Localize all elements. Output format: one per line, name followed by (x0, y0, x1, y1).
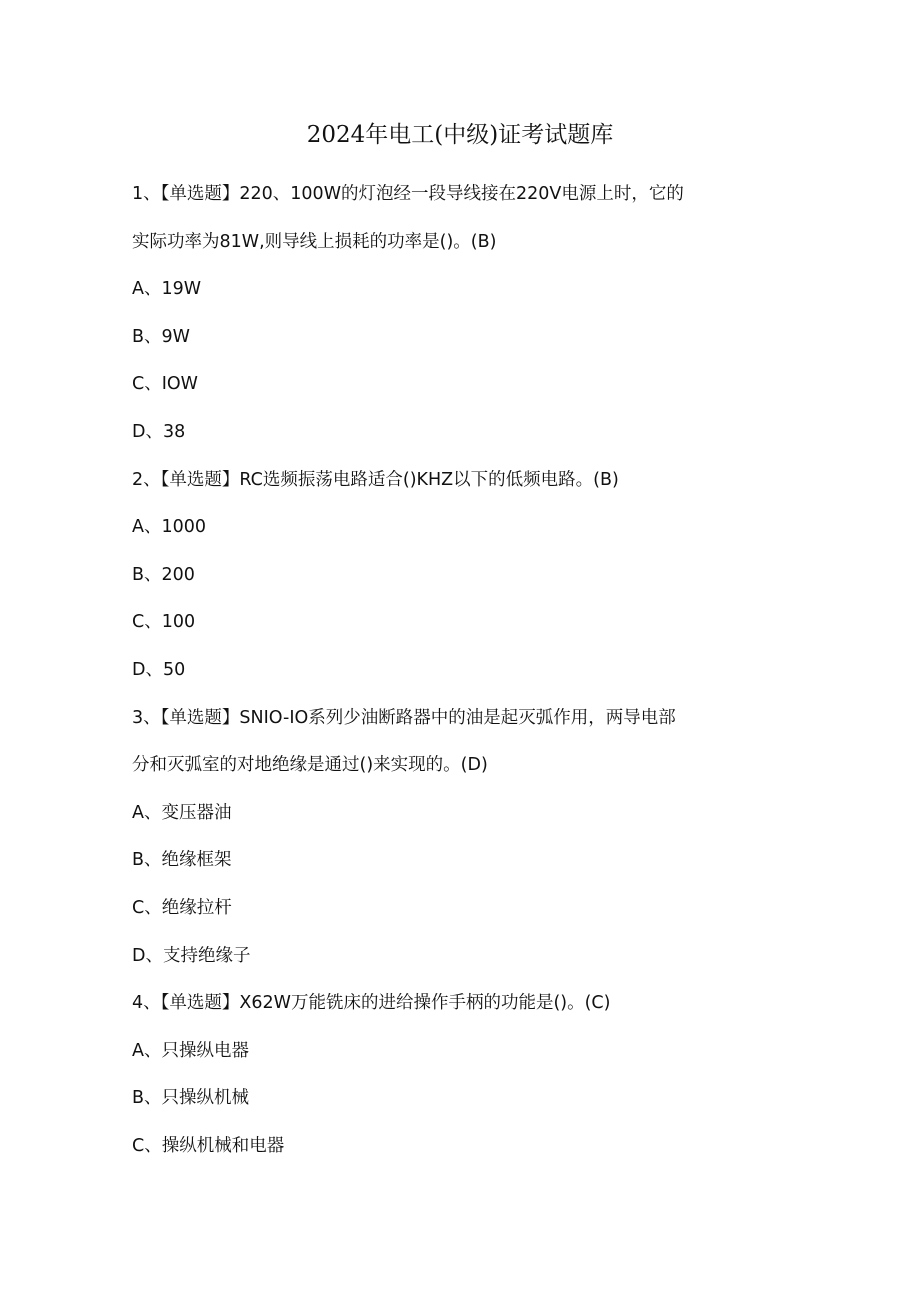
question-stem-line: 4、【单选题】X62W万能铣床的进给操作手柄的功能是()。(C) (132, 993, 611, 1014)
option-c: C、绝缘拉杆 (132, 897, 232, 918)
option-d: D、50 (132, 659, 186, 680)
option-c: C、100 (132, 612, 196, 633)
option-a: A、变压器油 (132, 802, 232, 823)
option-a: A、19W (132, 279, 202, 300)
question-3 (132, 695, 772, 981)
option-a: A、1000 (132, 517, 207, 538)
option-b: B、200 (132, 564, 195, 585)
question-list (132, 171, 772, 1170)
option-c: C、操纵机械和电器 (132, 1135, 285, 1156)
option-d: D、38 (132, 421, 186, 442)
option-c: C、IOW (132, 374, 198, 395)
question-stem-line: 实际功率为81W,则导线上损耗的功率是()。(B) (132, 231, 497, 252)
option-b: B、只操纵机械 (132, 1088, 250, 1109)
question-stem-line: 1、【单选题】220、100W的灯泡经一段导线接在220V电源上时，它的 (132, 184, 684, 204)
question-stem-line: 分和灭弧室的对地绝缘是通过()来实现的。(D) (132, 755, 488, 776)
option-a: A、只操纵电器 (132, 1040, 249, 1061)
option-b: B、绝缘框架 (132, 850, 232, 871)
option-b: B、9W (132, 326, 190, 347)
question-stem-line: 2、【单选题】RC选频振荡电路适合()KHZ以下的低频电路。(B) (132, 469, 619, 490)
page-title: 2024年电工(中级)证考试题库 (306, 122, 614, 148)
question-stem-line: 3、【单选题】SNIO-IO系列少油断路器中的油是起灭弧作用，两导电部 (132, 707, 676, 728)
option-d: D、支持绝缘子 (132, 945, 251, 966)
question-2 (132, 457, 772, 695)
question-1 (132, 171, 772, 457)
question-4 (132, 980, 772, 1170)
